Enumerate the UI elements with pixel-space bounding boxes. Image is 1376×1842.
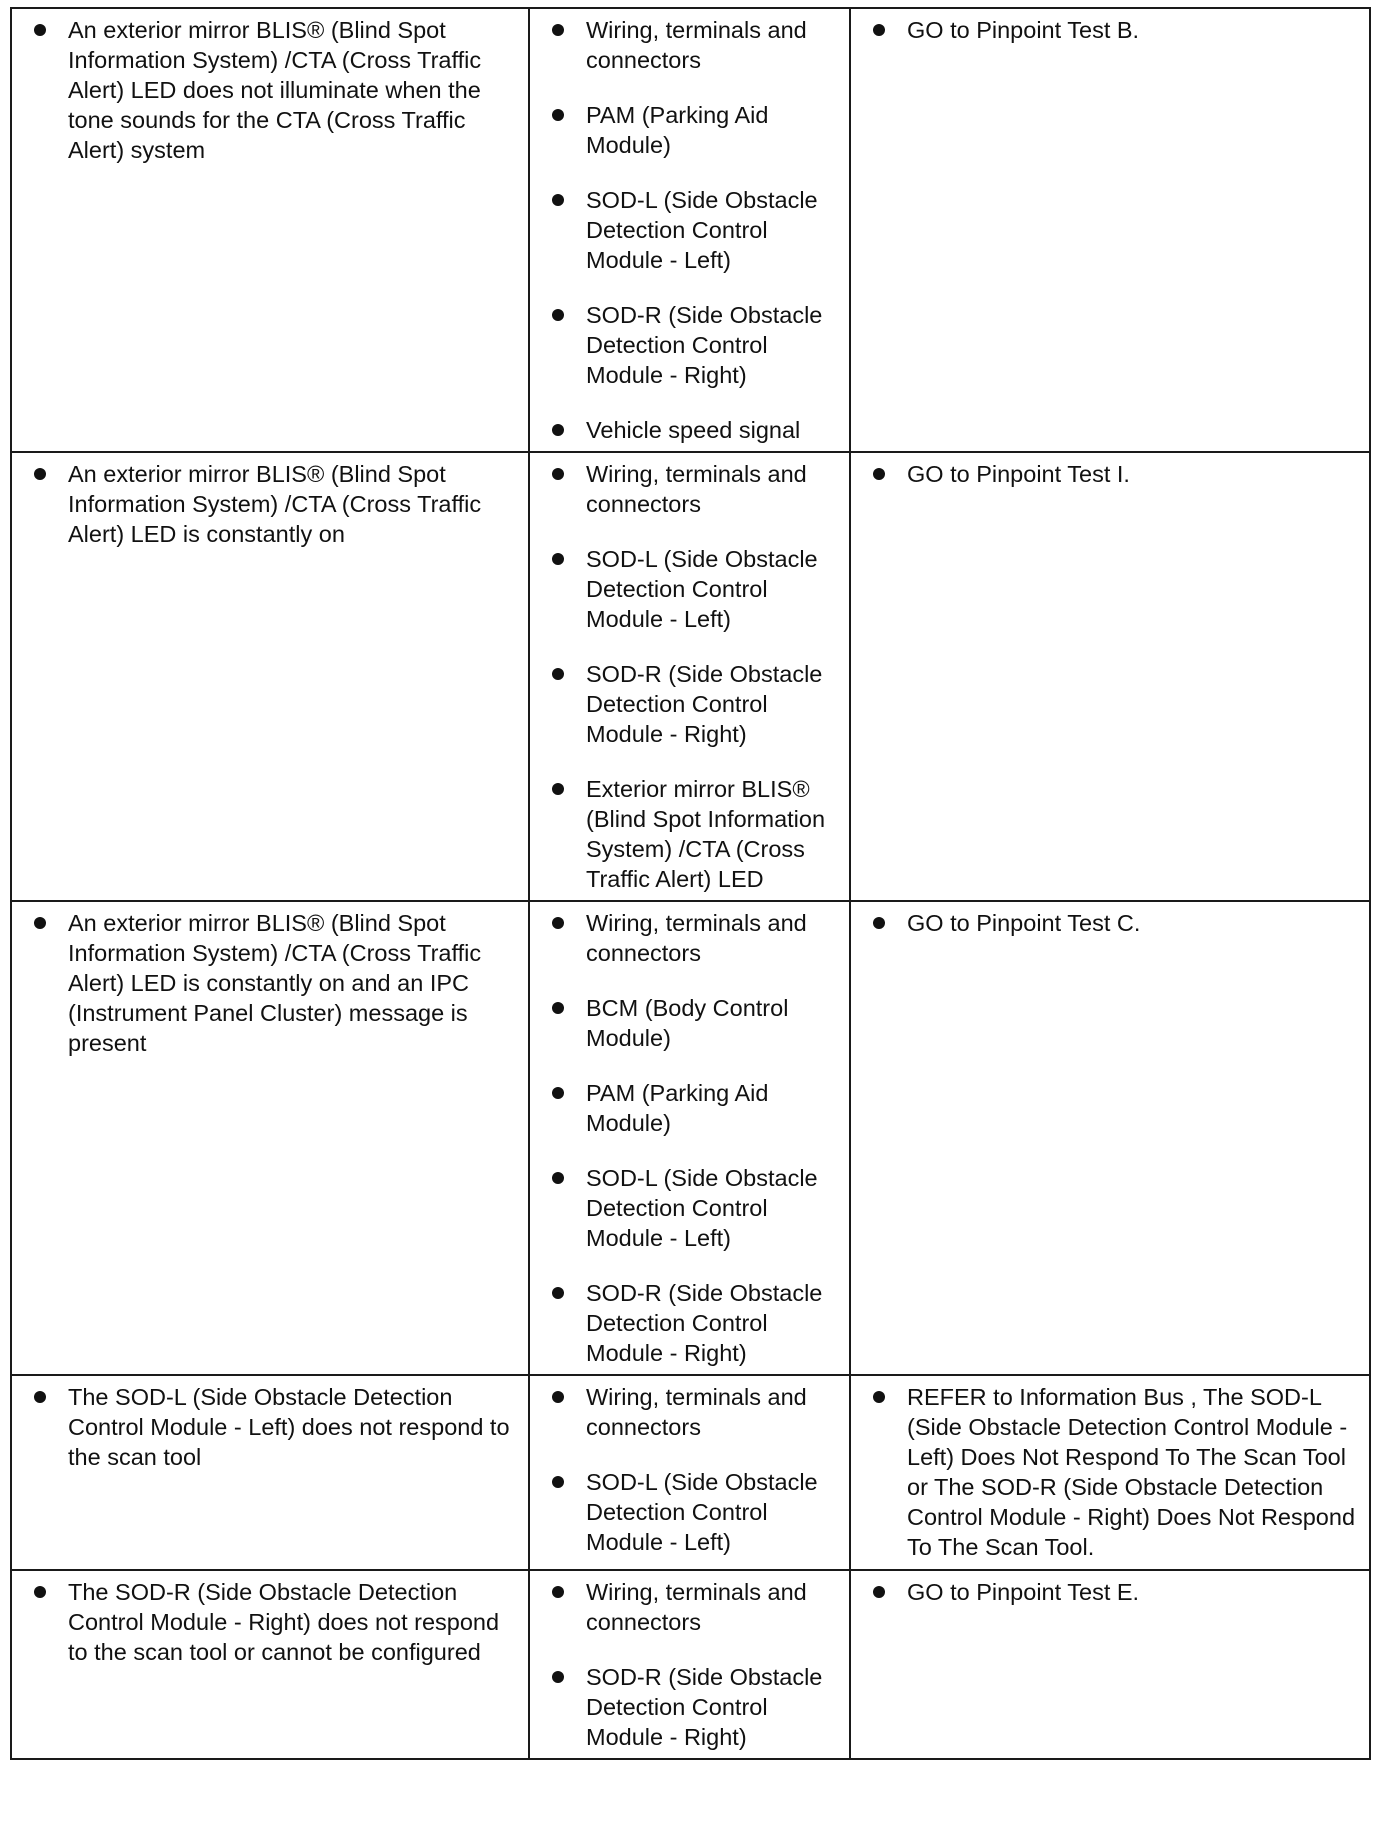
table-row (11, 1570, 1370, 1759)
action-item-text: GO to Pinpoint Test I. (907, 461, 1130, 487)
bullet-icon (552, 309, 564, 321)
possible-source-item (530, 1078, 849, 1138)
bullet-list (530, 908, 849, 1368)
bullet-icon (873, 1586, 885, 1598)
bullet-icon (552, 1476, 564, 1488)
symptom-chart-table (10, 7, 1371, 1760)
bullet-icon (873, 24, 885, 36)
possible-source-item (530, 459, 849, 519)
possible-sources-cell (529, 1375, 850, 1570)
action-cell (850, 1570, 1370, 1759)
bullet-list (12, 15, 528, 165)
possible-source-item (530, 185, 849, 275)
possible-source-item-text: Wiring, terminals and connectors (586, 1384, 807, 1440)
possible-source-item-text: SOD-R (Side Obstacle Detection Control Module - Right) (586, 302, 823, 388)
bullet-icon (552, 109, 564, 121)
possible-source-item-text: Wiring, terminals and connectors (586, 910, 807, 966)
possible-source-item (530, 993, 849, 1053)
bullet-list (851, 1382, 1369, 1562)
bullet-icon (552, 783, 564, 795)
action-cell (850, 901, 1370, 1375)
bullet-icon (34, 1391, 46, 1403)
condition-text (12, 1577, 528, 1667)
condition-text (12, 1382, 528, 1472)
bullet-icon (552, 24, 564, 36)
condition-text-text: The SOD-L (Side Obstacle Detection Control Module - Left) does not respond to the scan tool (68, 1384, 510, 1470)
bullet-list (851, 1577, 1369, 1607)
condition-text-text: The SOD-R (Side Obstacle Detection Control Module - Right) does not respond to the scan tool or cannot be configured (68, 1579, 500, 1665)
action-cell (850, 1375, 1370, 1570)
bullet-icon (552, 1586, 564, 1598)
bullet-icon (34, 468, 46, 480)
possible-source-item (530, 1467, 849, 1557)
action-item (851, 15, 1369, 45)
action-item-text: GO to Pinpoint Test B. (907, 17, 1140, 43)
bullet-icon (552, 424, 564, 436)
bullet-list (12, 1577, 528, 1667)
possible-source-item-text: SOD-L (Side Obstacle Detection Control Module - Left) (586, 187, 818, 273)
bullet-icon (873, 917, 885, 929)
bullet-icon (873, 1391, 885, 1403)
bullet-list (530, 1577, 849, 1752)
bullet-list (851, 459, 1369, 489)
table-row (11, 901, 1370, 1375)
condition-cell (11, 901, 529, 1375)
table-body (11, 8, 1370, 1759)
possible-source-item-text: Wiring, terminals and connectors (586, 1579, 807, 1635)
bullet-icon (34, 24, 46, 36)
condition-cell (11, 1375, 529, 1570)
condition-text-text: An exterior mirror BLIS® (Blind Spot Information System) /CTA (Cross Traffic Alert) LED is constantly on (68, 461, 482, 547)
action-cell (850, 452, 1370, 901)
possible-source-item (530, 1382, 849, 1442)
possible-source-item-text: SOD-R (Side Obstacle Detection Control Module - Right) (586, 661, 823, 747)
action-item (851, 1382, 1369, 1562)
bullet-icon (34, 917, 46, 929)
possible-source-item (530, 659, 849, 749)
bullet-list (12, 908, 528, 1058)
bullet-list (12, 1382, 528, 1472)
possible-source-item-text: PAM (Parking Aid Module) (586, 1080, 769, 1136)
table-row (11, 1375, 1370, 1570)
bullet-list (530, 459, 849, 894)
bullet-icon (552, 1172, 564, 1184)
action-item (851, 908, 1369, 938)
condition-text-text: An exterior mirror BLIS® (Blind Spot Information System) /CTA (Cross Traffic Alert) LED does not illuminate when the tone sounds for the CTA (Cross Traffic Alert) system (68, 17, 482, 163)
possible-source-item (530, 774, 849, 894)
possible-source-item (530, 1662, 849, 1752)
possible-source-item-text: Exterior mirror BLIS® (Blind Spot Information System) /CTA (Cross Traffic Alert) LED (586, 776, 826, 892)
possible-source-item-text: Vehicle speed signal (586, 417, 801, 443)
condition-text (12, 15, 528, 165)
bullet-icon (552, 917, 564, 929)
bullet-icon (552, 1002, 564, 1014)
possible-source-item (530, 100, 849, 160)
possible-sources-cell (529, 452, 850, 901)
possible-source-item (530, 908, 849, 968)
bullet-list (530, 15, 849, 445)
bullet-icon (873, 468, 885, 480)
possible-source-item (530, 544, 849, 634)
bullet-list (12, 459, 528, 549)
possible-source-item-text: BCM (Body Control Module) (586, 995, 789, 1051)
action-item-text: GO to Pinpoint Test E. (907, 1579, 1140, 1605)
action-item-text: REFER to Information Bus , The SOD-L (Side Obstacle Detection Control Module - Left) Does Not Respond To The Scan Tool or The SOD-R (Side Obstacle Detection Control Module - Right) Does Not Respond To The Scan Tool. (907, 1384, 1356, 1560)
possible-source-item (530, 415, 849, 445)
possible-sources-cell (529, 8, 850, 452)
bullet-icon (552, 553, 564, 565)
table-row (11, 452, 1370, 901)
possible-source-item-text: SOD-L (Side Obstacle Detection Control Module - Left) (586, 546, 818, 632)
condition-text (12, 459, 528, 549)
action-item (851, 1577, 1369, 1607)
possible-sources-cell (529, 1570, 850, 1759)
bullet-icon (552, 1087, 564, 1099)
bullet-icon (34, 1586, 46, 1598)
action-cell (850, 8, 1370, 452)
condition-text (12, 908, 528, 1058)
bullet-icon (552, 668, 564, 680)
bullet-icon (552, 194, 564, 206)
bullet-list (530, 1382, 849, 1557)
condition-cell (11, 1570, 529, 1759)
possible-source-item (530, 300, 849, 390)
possible-source-item (530, 1163, 849, 1253)
condition-cell (11, 452, 529, 901)
possible-sources-cell (529, 901, 850, 1375)
possible-source-item-text: SOD-L (Side Obstacle Detection Control Module - Left) (586, 1469, 818, 1555)
possible-source-item-text: SOD-R (Side Obstacle Detection Control Module - Right) (586, 1664, 823, 1750)
action-item (851, 459, 1369, 489)
possible-source-item-text: PAM (Parking Aid Module) (586, 102, 769, 158)
condition-text-text: An exterior mirror BLIS® (Blind Spot Information System) /CTA (Cross Traffic Alert) LED is constantly on and an IPC (Instrument Panel Cluster) message is present (68, 910, 482, 1056)
possible-source-item (530, 1278, 849, 1368)
bullet-list (851, 908, 1369, 938)
possible-source-item-text: SOD-L (Side Obstacle Detection Control Module - Left) (586, 1165, 818, 1251)
bullet-icon (552, 468, 564, 480)
possible-source-item-text: SOD-R (Side Obstacle Detection Control Module - Right) (586, 1280, 823, 1366)
bullet-icon (552, 1391, 564, 1403)
bullet-icon (552, 1671, 564, 1683)
possible-source-item-text: Wiring, terminals and connectors (586, 17, 807, 73)
possible-source-item (530, 1577, 849, 1637)
possible-source-item (530, 15, 849, 75)
table-row (11, 8, 1370, 452)
action-item-text: GO to Pinpoint Test C. (907, 910, 1141, 936)
possible-source-item-text: Wiring, terminals and connectors (586, 461, 807, 517)
bullet-list (851, 15, 1369, 45)
bullet-icon (552, 1287, 564, 1299)
condition-cell (11, 8, 529, 452)
